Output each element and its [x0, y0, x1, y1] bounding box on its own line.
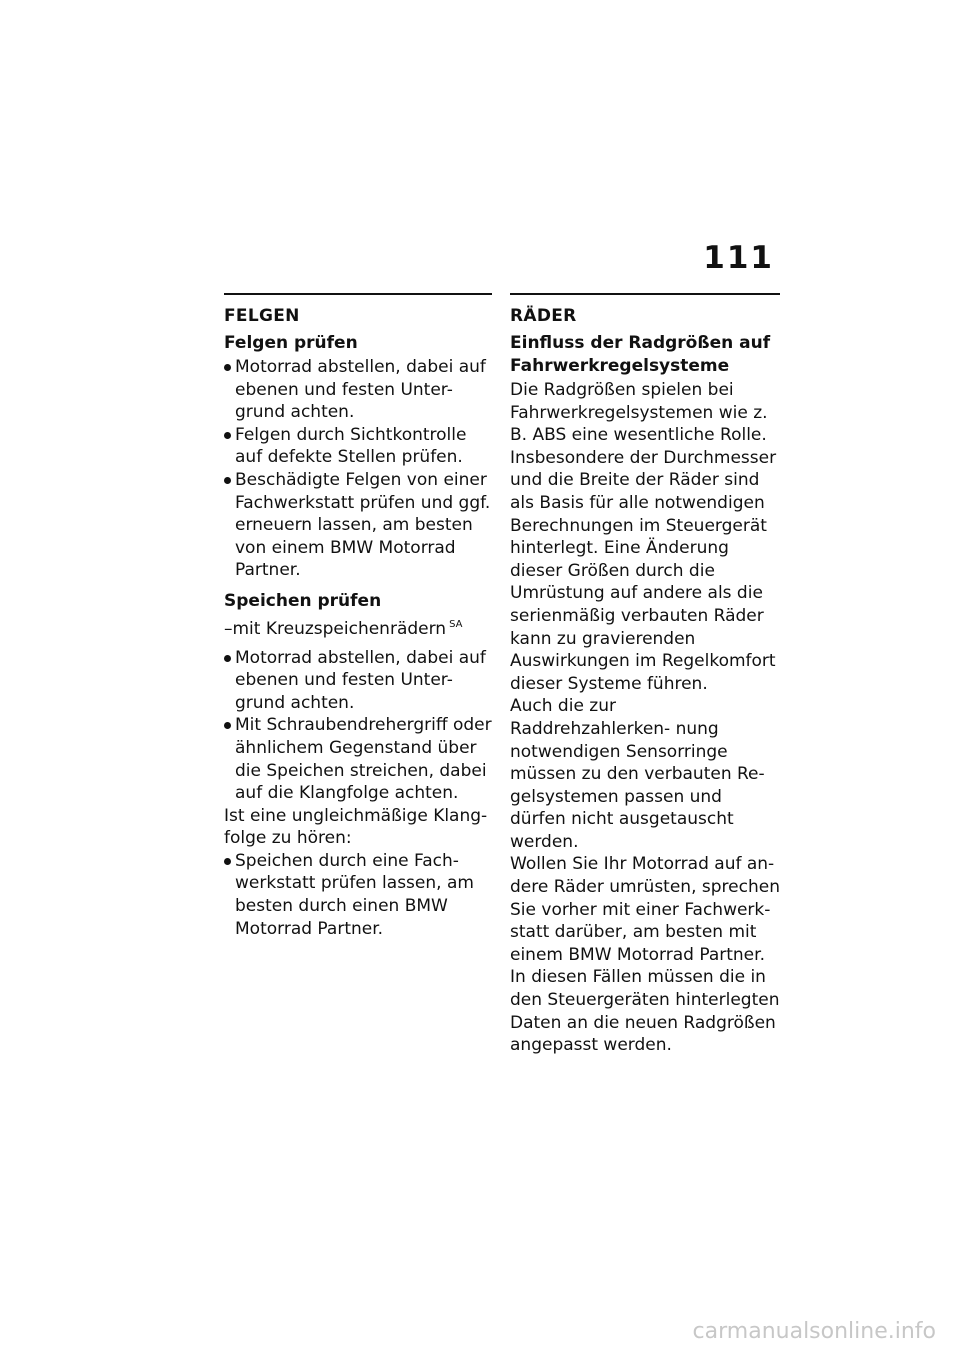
bullet-icon	[224, 655, 231, 662]
speichen-pruefen-list	[224, 647, 492, 805]
list-item: Speichen durch eine Fach- werkstatt prüfen lassen, am besten durch einen BMW Motorrad Partner.	[224, 850, 492, 940]
subsection-title-speichen-pruefen: Speichen prüfen	[224, 590, 382, 611]
list-item: Motorrad abstellen, dabei auf ebenen und festen Unter- grund achten.	[224, 356, 492, 424]
paragraph: Auch die zur Raddrehzahlerken- nung notwendigen Sensorringe müssen zu den verbauten Re- gelsystemen passen und dürfen nicht ausgetauscht werden.	[510, 696, 765, 852]
condition-text: Ist eine ungleichmäßige Klang- folge zu hören:	[224, 805, 488, 849]
section-title-raeder: RÄDER	[510, 306, 577, 326]
left-column	[224, 293, 492, 948]
right-column	[510, 293, 780, 1057]
subsection-title-radgroessen: Einfluss der Radgrößen auf Fahrwerkregelsysteme	[510, 333, 771, 376]
watermark-text: carmanualsonline.info	[692, 1319, 936, 1344]
bullet-icon	[224, 477, 231, 484]
list-item: Motorrad abstellen, dabei auf ebenen und festen Unter- grund achten.	[224, 647, 492, 715]
list-item: Beschädigte Felgen von einer Fachwerkstatt prüfen und ggf. erneuern lassen, am besten von einem BMW Motorrad Partner.	[224, 469, 492, 582]
list-item: Mit Schraubendrehergriff oder ähnlichem Gegenstand über die Speichen streichen, dabei auf die Klangfolge achten.	[224, 714, 492, 804]
list-item: Felgen durch Sichtkontrolle auf defekte Stellen prüfen.	[224, 424, 492, 469]
felgen-pruefen-list	[224, 356, 492, 582]
paragraph: Die Radgrößen spielen bei Fahrwerkregelsystemen wie z. B. ABS eine wesentliche Rolle. Insbesondere der Durchmesser und die Breite der Räder sind als Basis für alle notwendigen Berechnungen im Steuergerät hinterlegt. Eine Änderung dieser Größen durch die Umrüstung auf andere als die serienmäßig verbauten Räder kann zu gravierenden Auswirkungen im Regelkomfort dieser Systeme führen.	[510, 380, 777, 694]
section-title-felgen: FELGEN	[224, 306, 300, 326]
optional-equipment-badge: SA	[449, 618, 463, 630]
section-rule	[224, 293, 492, 295]
bullet-icon	[224, 858, 231, 865]
section-rule	[510, 293, 780, 295]
subsection-title-felgen-pruefen: Felgen prüfen	[224, 333, 358, 353]
bullet-icon	[224, 364, 231, 371]
paragraph: Wollen Sie Ihr Motorrad auf an- dere Räder umrüsten, sprechen Sie vorher mit einer Fachwerk- statt darüber, am besten mit einem BMW Motorrad Partner. In diesen Fällen müssen die in den Steuergeräten hinterlegten Daten an die neuen Radgrößen angepasst werden.	[510, 854, 780, 1056]
bullet-icon	[224, 432, 231, 439]
equipment-note: –mit Kreuzspeichenrädern $^{SA}$	[224, 618, 463, 639]
speichen-action-list	[224, 850, 492, 940]
page-number: 111	[703, 240, 774, 276]
bullet-icon	[224, 722, 231, 729]
